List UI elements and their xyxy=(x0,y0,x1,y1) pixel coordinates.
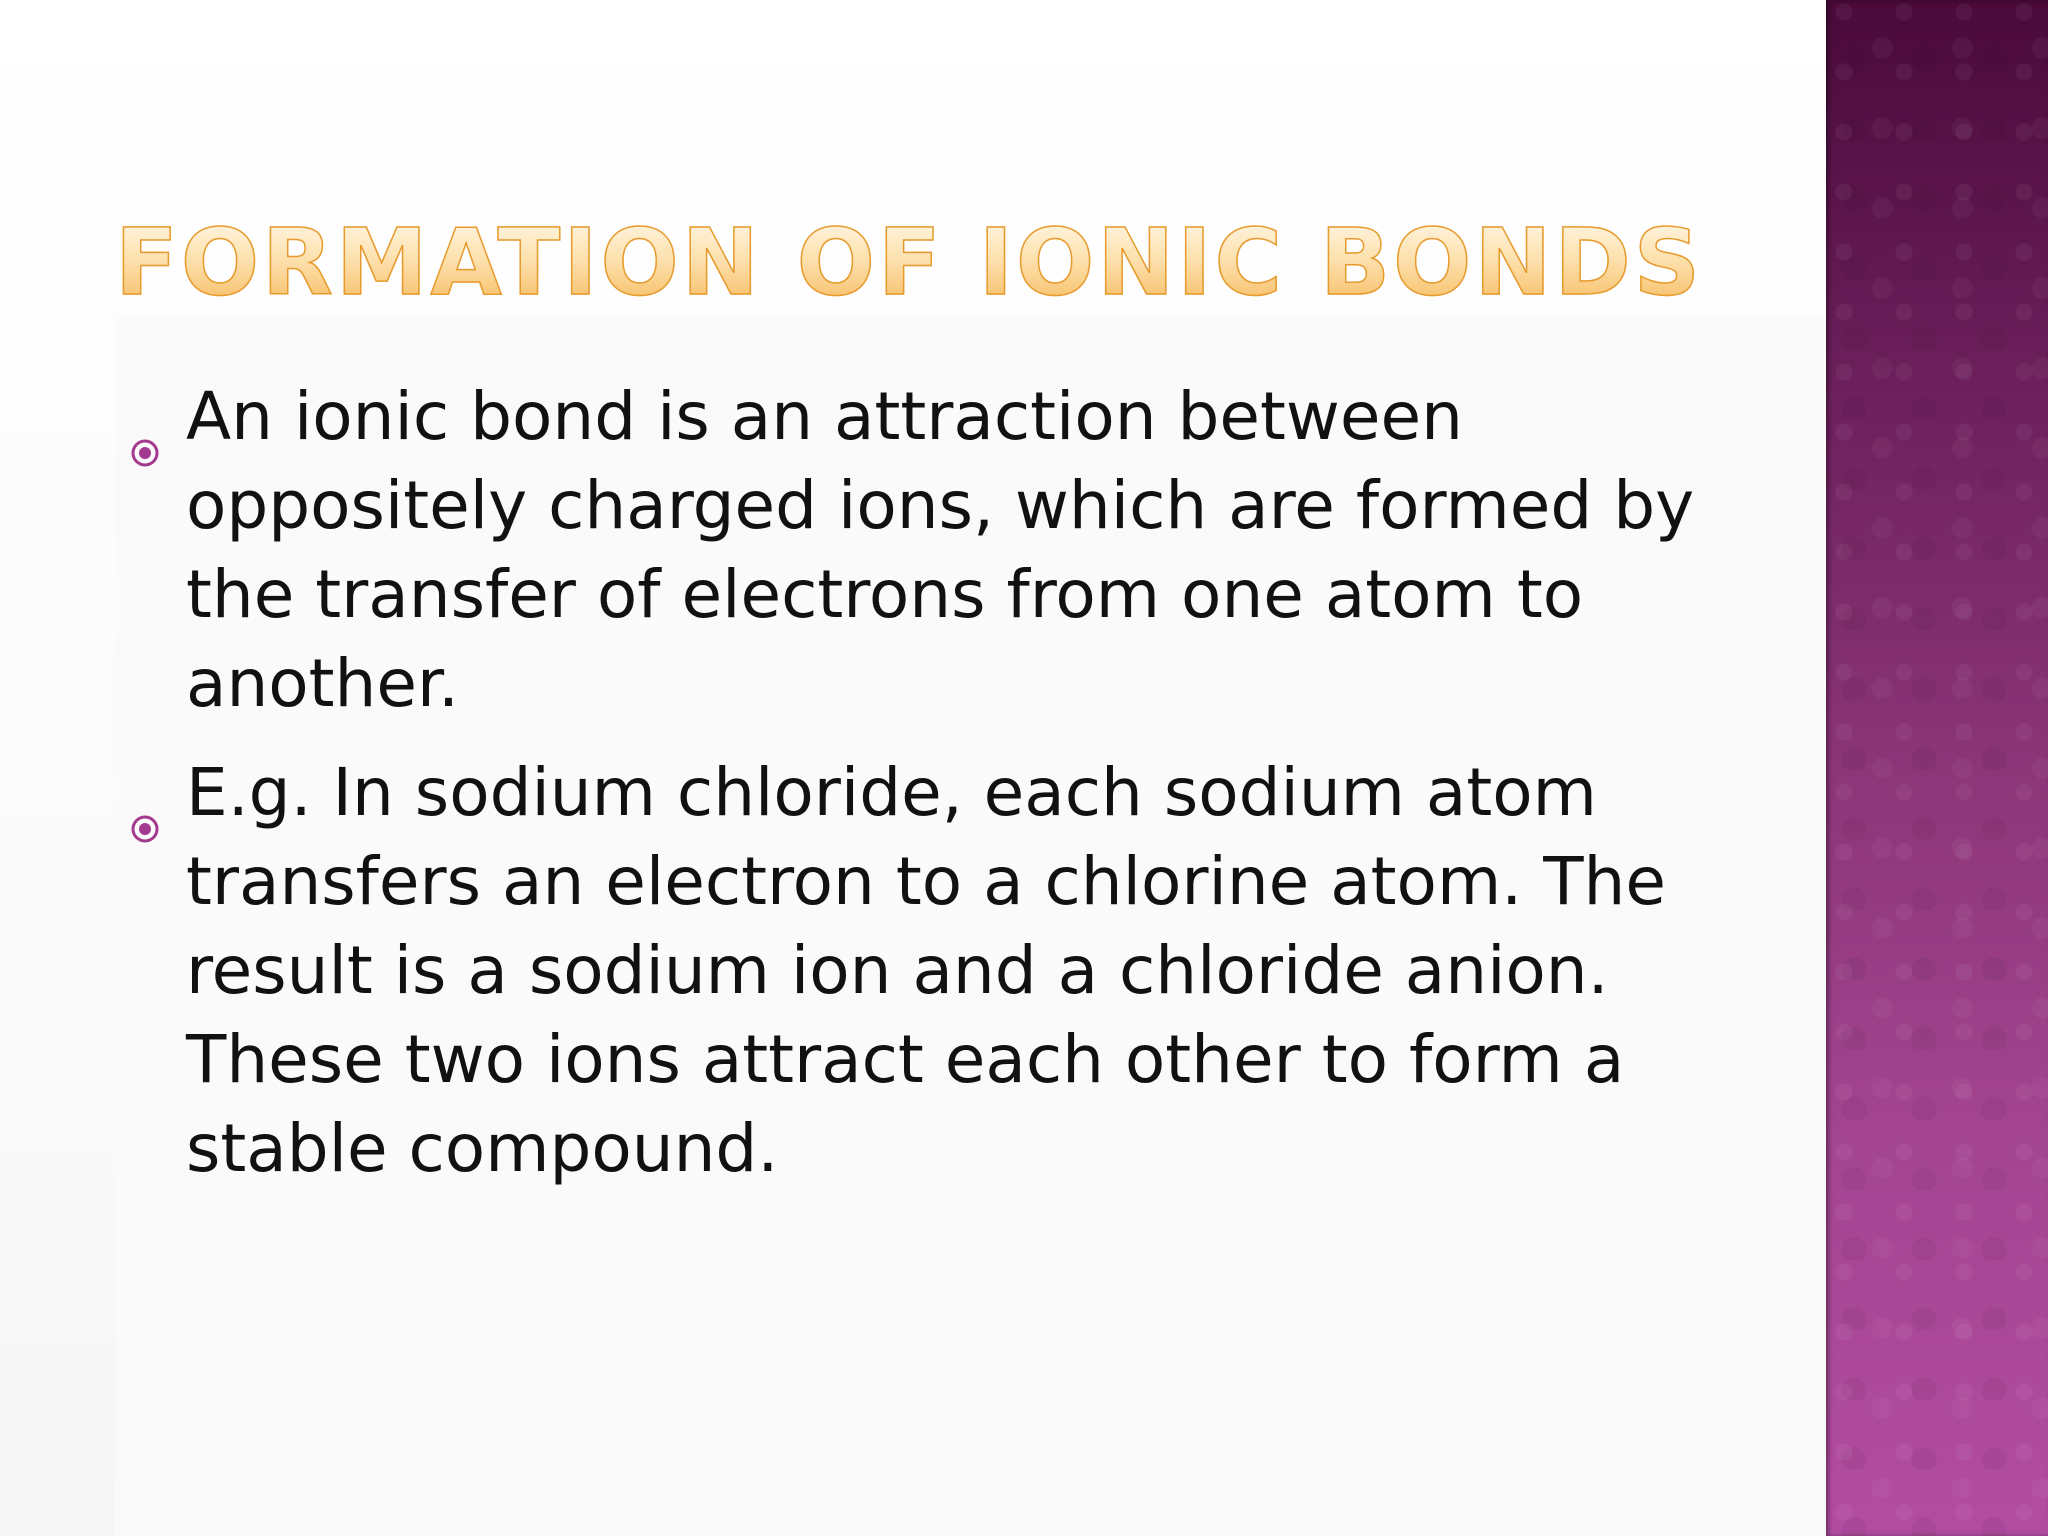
bullet-item xyxy=(120,372,1720,728)
slide-title: FORMATION OF IONIC BONDS xyxy=(115,209,1703,316)
bullet-item xyxy=(120,748,1720,1193)
bullet-list xyxy=(120,372,1720,1213)
sidebar-texture xyxy=(1826,0,2048,1536)
circled-dot-bullet-icon xyxy=(130,777,160,807)
bullet-text: An ionic bond is an attraction between oppositely charged ions, which are formed by the transfer of electrons from one atom to another. xyxy=(186,378,1695,722)
bullet-text: E.g. In sodium chloride, each sodium atom transfers an electron to a chlorine atom. The result is a sodium ion and a chloride anion. These two ions attract each other to form a stable compound. xyxy=(186,754,1666,1187)
circled-dot-bullet-icon xyxy=(130,401,160,431)
decorative-sidebar xyxy=(1826,0,2048,1536)
